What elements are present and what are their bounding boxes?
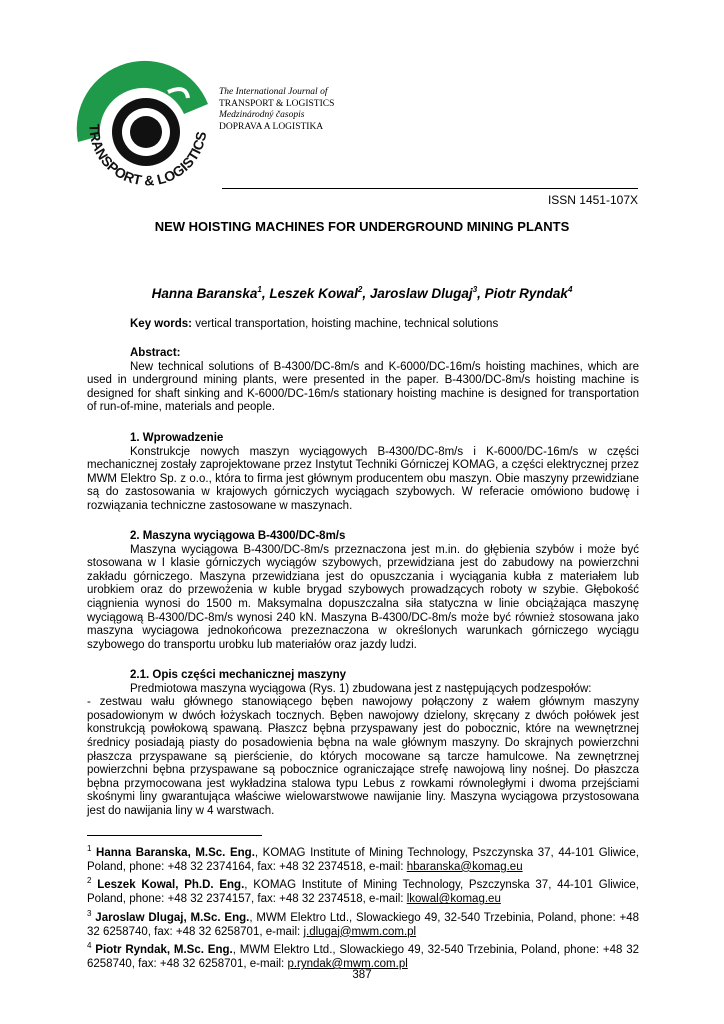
- author-name: Leszek Kowal: [269, 286, 358, 301]
- footnote-text: , KOMAG Institute of Mining Technology, Pszczynska 37, 44-101 Gliwice, Poland, phone: +48 32 2374164, fax: +48 32 2374518, e-mail:: [87, 847, 639, 873]
- author-sep: ,: [362, 286, 370, 301]
- author-name: Piotr Ryndak: [484, 286, 568, 301]
- authors: [0, 285, 724, 301]
- footnote: [87, 842, 639, 874]
- email-link[interactable]: j.dlugaj@mwm.com.pl: [303, 925, 417, 938]
- author-sup: 1: [257, 285, 262, 294]
- header-rule: [222, 188, 638, 189]
- footnote-text: , MWM Elektro Ltd., Slowackiego 49, 32-540 Trzebinia, Poland, phone: +48 32 6258740, fax: +48 32 6258701, e-mail:: [87, 944, 639, 970]
- section-2: [87, 530, 639, 652]
- author-sep: ,: [477, 286, 485, 301]
- author-sup: 2: [357, 285, 363, 294]
- journal-logo: [68, 54, 224, 202]
- keywords-label: Key words:: [130, 318, 192, 330]
- author-sep: ,: [261, 286, 270, 301]
- keywords: [130, 318, 498, 330]
- section-heading: 1. Wprowadzenie: [130, 432, 224, 444]
- section-text: Maszyna wyciągowa B-4300/DC-8m/s przeznaczona jest m.in. do głębienia szybów i może być stosowana w I klasie górniczych wyciągów szybowych, przewidziana jest do zabudowy na powierzchni zakładu górniczego. Maszyna przewidziana jest do opuszczania i wyciągania kubła z materiałem lub urobkiem oraz do przewożenia w kuble brygad szybowych prowadzących roboty w szybie. Głębokość ciągnienia wynosi do 1500 m. Maksymalna dopuszczalna siła statyczna w linie obciążająca maszynę wyciągową B-4300/DC-8m/s wynosi 240 kN. Maszyna B-4300/DC-8m/s może być również stosowana jako maszyna wyciagowa jednokońcowa prezeznaczona w określonych warunkach górniczego wyciągu szybowego do transportu urobku lub materiałów oraz jazdy ludzi.: [87, 543, 639, 651]
- author-name: Jaroslaw Dlugaj: [369, 286, 473, 301]
- abstract: [87, 347, 639, 415]
- section-1: [87, 432, 639, 514]
- footnote-number: 1: [87, 844, 92, 853]
- footnote-number: 2: [87, 876, 92, 886]
- author-sup: 4: [567, 285, 573, 294]
- footnotes: [87, 842, 639, 972]
- abstract-heading: Abstract:: [130, 347, 181, 359]
- abstract-text: New technical solutions of B-4300/DC-8m/s and K-6000/DC-16m/s hoisting machines, which are used in underground mining plants, were presented in the paper. B-4300/DC-8m/s hoisting machine is designed for shaft sinking and K-6000/DC-16m/s stationary hoisting machine is designed for transportation of run-of-mine, materials and people.: [87, 360, 639, 414]
- footnote-author: Piotr Ryndak, M.Sc. Eng.: [95, 944, 233, 957]
- email-link[interactable]: p.ryndak@mwm.com.pl: [287, 957, 408, 970]
- page-number: 387: [352, 969, 372, 981]
- footnote-author: Hanna Baranska, M.Sc. Eng.: [96, 847, 255, 859]
- footnote-number: 3: [87, 908, 92, 918]
- footnote-rule: [87, 835, 262, 836]
- section-2-1: [87, 669, 639, 819]
- footnote-number: 4: [87, 941, 92, 951]
- author-name: Hanna Baranska: [151, 286, 258, 301]
- footnote-author: Leszek Kowal, Ph.D. Eng.: [97, 879, 245, 892]
- footnote: [87, 939, 639, 971]
- email-link[interactable]: lkowal@komag.eu: [406, 893, 501, 906]
- journal-line-2: TRANSPORT & LOGISTICS: [219, 98, 335, 109]
- paper-title: NEW HOISTING MACHINES FOR UNDERGROUND MINING PLANTS: [154, 219, 570, 234]
- logo-text: TRANSPORT & LOGISTICS: [86, 123, 210, 189]
- footnote: [87, 907, 639, 939]
- section-text: Konstrukcje nowych maszyn wyciągowych B-4300/DC-8m/s i K-6000/DC-16m/s w części mechanicznej zostały zaprojektowane przez Instytut Techniki Górniczej KOMAG, a części elektrycznej przez MWM Elektro Sp. z o.o., która to firma jest głównym producentem obu maszyn. Obie maszyny przewidziane są do zastosowania w krajowych górniczych wyciągach szybowych. W referacie omówiono budowę i rozwiązania techniczne zastosowane w maszynach.: [87, 445, 639, 512]
- journal-line-3: Medzinárodný časopis: [219, 110, 305, 120]
- footnote-author: Jaroslaw Dlugaj, M.Sc. Eng.: [95, 911, 250, 924]
- section-intro: Predmiotowa maszyna wyciągowa (Rys. 1) zbudowana jest z następujących podzespołów:: [130, 682, 592, 695]
- journal-line-1: The International Journal of: [219, 87, 328, 97]
- footnote: [87, 874, 639, 906]
- issn: ISSN 1451-107X: [547, 193, 638, 207]
- section-heading: 2. Maszyna wyciągowa B-4300/DC-8m/s: [130, 530, 346, 542]
- author-sup: 3: [472, 285, 478, 294]
- journal-name: [219, 87, 334, 133]
- section-item: - zestwau wału głównego stanowiącego bęben nawojowy połączony z wałem głównym maszyny posadowionym w dwóch łożyskach tocznych. Bęben nawojowy dzielony, skręcany z dwóch połówek jest konstrukcją powłokową spawaną. Płaszcz bębna przyspawany jest do pobocznic, które na wewnętrznej średnicy posiadają piasty do posadowienia bębna na wale głównym maszyny. Do skrajnych powierzchni płaszcza przyspawane są pierścienie, do których mocowane są tarcze hamulcowe. Na zewnętrznej powierzchni bębna przyspawane są pobocznice ograniczające strefę nawojową liny nośnej. Do płaszcza bębna przymocowana jest wykładzina stalowa typu Lebus z rowkami równoległymi i dwoma przejściami skośnymi liny gwarantująca właściwe wielowarstwowe nawijanie liny. Maszyna wyciągowa przystosowana jest do nawijania liny w 4 warstwach.: [87, 696, 639, 817]
- keywords-text: vertical transportation, hoisting machine, technical solutions: [192, 318, 499, 330]
- footnote-text: , MWM Elektro Ltd., Slowackiego 49, 32-540 Trzebinia, Poland, phone: +48 32 6258740, fax: +48 32 6258701, e-mail:: [87, 911, 639, 938]
- journal-line-4: DOPRAVA A LOGISTIKA: [219, 121, 324, 132]
- footnote-text: , KOMAG Institute of Mining Technology, Pszczynska 37, 44-101 Gliwice, Poland, phone: +48 32 2374157, fax: +48 32 2374518, e-mail:: [87, 879, 640, 906]
- section-heading: 2.1. Opis części mechanicznej maszyny: [130, 669, 347, 681]
- email-link[interactable]: hbaranska@komag.eu: [406, 860, 523, 873]
